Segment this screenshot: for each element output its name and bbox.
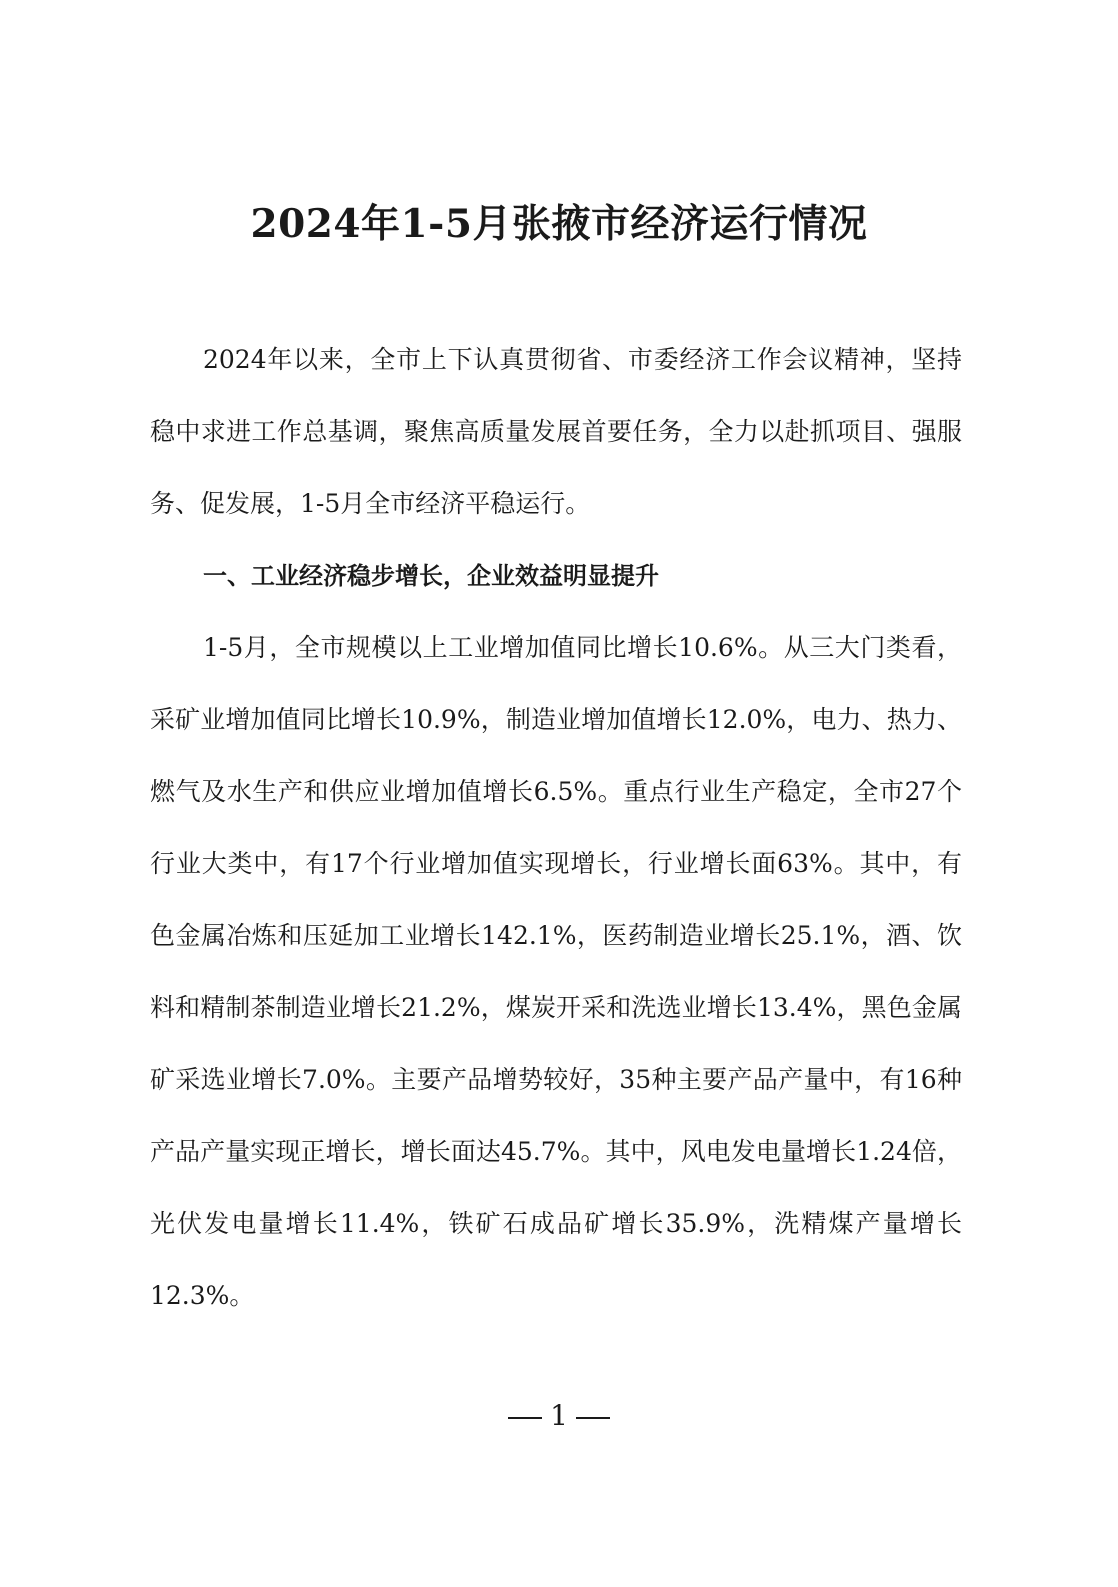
document-title: 2024年1-5月张掖市经济运行情况: [250, 201, 868, 247]
dash-right-icon: [576, 1417, 610, 1419]
section-heading-industry: 一、工业经济稳步增长，企业效益明显提升: [203, 562, 659, 590]
page-footer: [0, 1394, 1118, 1438]
intro-paragraph: 2024年以来，全市上下认真贯彻省、市委经济工作会议精神，坚持稳中求进工作总基调，聚焦高质量发展首要任务，全力以赴抓项目、强服务、促发展，1-5月全市经济平稳运行。: [150, 345, 962, 518]
industry-paragraph: 1-5月，全市规模以上工业增加值同比增长10.6%。从三大门类看，采矿业增加值同比增长10.9%，制造业增加值增长12.0%，电力、热力、燃气及水生产和供应业增加值增长6.5%。重点行业生产稳定，全市27个行业大类中，有17个行业增加值实现增长，行业增长面63%。其中，有色金属冶炼和压延加工业增长142.1%，医药制造业增长25.1%，酒、饮料和精制茶制造业增长21.2%，煤炭开采和洗选业增长13.4%，黑色金属矿采选业增长7.0%。主要产品增势较好，35种主要产品产量中，有16种产品产量实现正增长，增长面达45.7%。其中，风电发电量增长1.24倍，光伏发电量增长11.4%，铁矿石成品矿增长35.9%，洗精煤产量增长12.3%。: [150, 633, 962, 1310]
dash-left-icon: [508, 1417, 542, 1419]
page-number: 1: [550, 1399, 568, 1432]
